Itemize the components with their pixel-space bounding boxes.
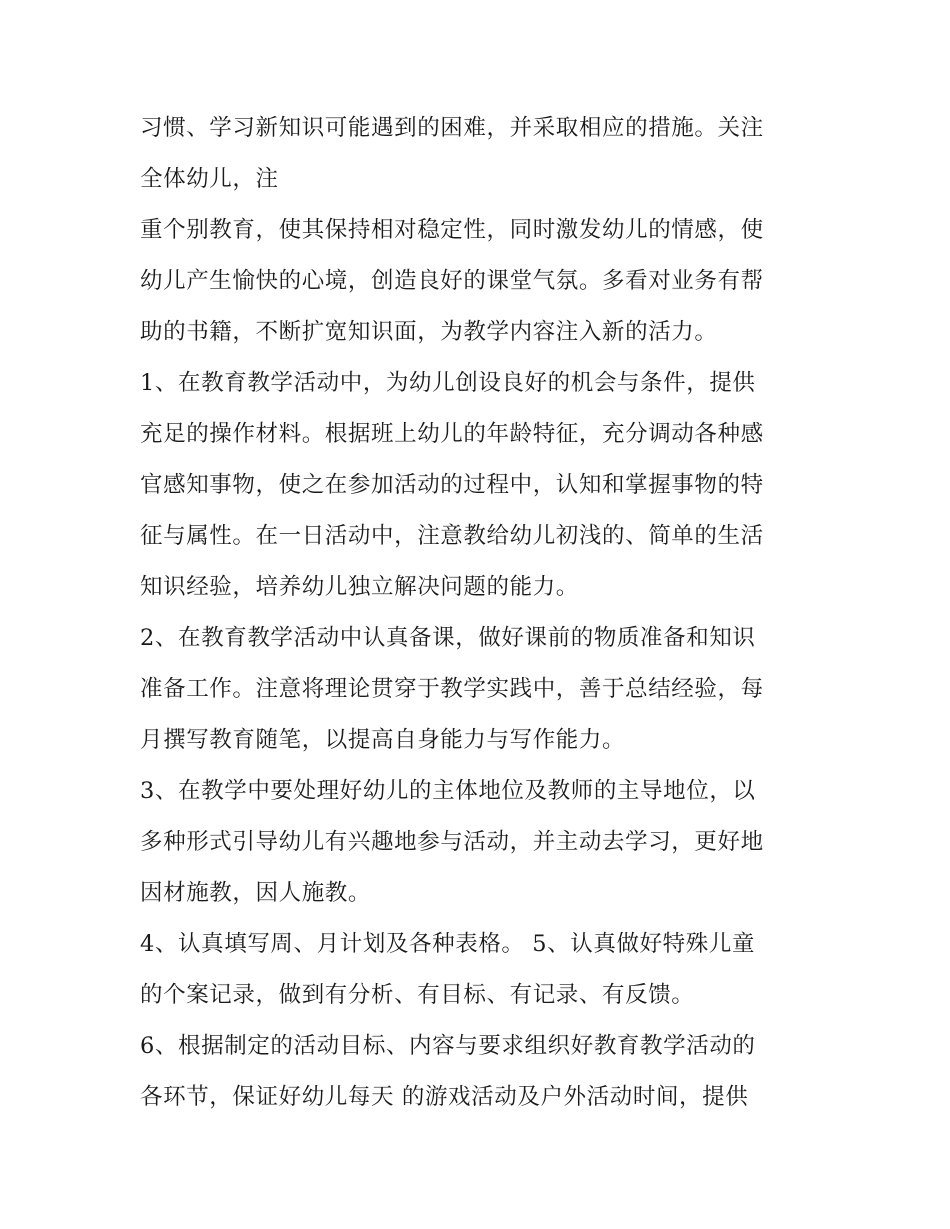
text-line: 因材施教，因人施教。: [140, 880, 372, 906]
text-line: 知识经验，培养幼儿独立解决问题的能力。: [140, 574, 579, 600]
text-line: 1、在教育教学活动中，为幼儿创设良好的机会与条件，提供: [140, 370, 756, 396]
text-line: 各环节，保证好幼儿每天 的游戏活动及户外活动时间，提供: [140, 1084, 749, 1110]
text-line: 习惯、学习新知识可能遇到的困难，并采取相应的措施。关注: [140, 115, 764, 141]
text-line: 幼儿产生愉快的心境，创造良好的课堂气氛。多看对业务有帮: [140, 268, 764, 294]
text-line: 征与属性。在一日活动中，注意教给幼儿初浅的、简单的生活: [140, 523, 764, 549]
text-line: 2、在教育教学活动中认真备课，做好课前的物质准备和知识: [140, 625, 756, 651]
text-line: 全体幼儿，注: [140, 166, 279, 192]
text-line: 充足的操作材料。根据班上幼儿的年龄特征，充分调动各种感: [140, 421, 764, 447]
text-line: 6、根据制定的活动目标、内容与要求组织好教育教学活动的: [140, 1033, 756, 1059]
document-body: [140, 103, 820, 1123]
text-line: 月撰写教育随笔，以提高自身能力与写作能力。: [140, 727, 626, 753]
text-line: 官感知事物，使之在参加活动的过程中，认知和掌握事物的特: [140, 472, 764, 498]
text-line: 的个案记录，做到有分析、有目标、有记录、有反馈。: [140, 982, 695, 1008]
text-line: 多种形式引导幼儿有兴趣地参与活动，并主动去学习，更好地: [140, 829, 764, 855]
text-line: 准备工作。注意将理论贯穿于教学实践中，善于总结经验，每: [140, 676, 764, 702]
text-line: 3、在教学中要处理好幼儿的主体地位及教师的主导地位，以: [140, 778, 756, 804]
text-line: 助的书籍，不断扩宽知识面，为教学内容注入新的活力。: [140, 319, 718, 345]
text-line: 重个别教育，使其保持相对稳定性，同时激发幼儿的情感，使: [140, 217, 764, 243]
text-line: 4、认真填写周、月计划及各种表格。 5、认真做好特殊儿童: [140, 931, 756, 957]
